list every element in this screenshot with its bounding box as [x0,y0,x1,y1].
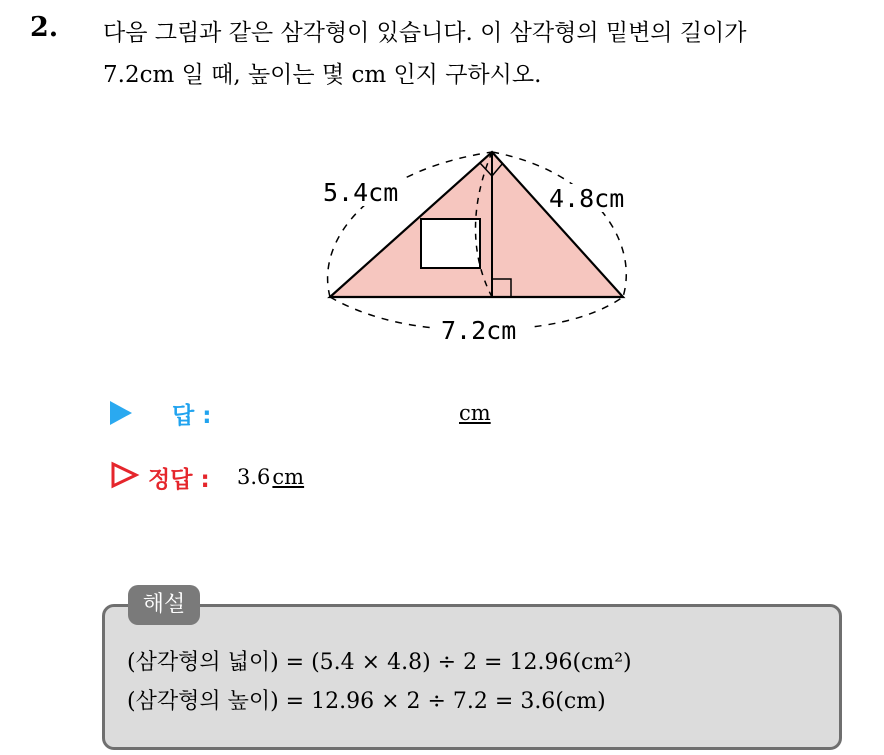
solution-tab: 해설 [128,585,200,625]
outline-triangle-icon [110,461,140,491]
solution-box [102,604,842,750]
base-label: 7.2cm [441,316,517,345]
correct-number: 3.6 [237,465,271,489]
right-side-label: 4.8cm [549,184,625,213]
left-side-label: 5.4cm [323,178,399,207]
play-triangle-icon [110,401,132,425]
correct-label: 정답 : [148,467,210,493]
correct-value [237,465,304,489]
answer-label: 답 : [172,403,212,429]
question-line-2: 7.2cm 일 때, 높이는 몇 cm 인지 구하시오. [103,62,542,88]
question-number: 2. [30,12,59,43]
solution-line-2: (삼각형의 높이) = 12.96 × 2 ÷ 7.2 = 3.6(cm) [127,689,606,714]
blank-box [421,219,480,268]
answer-blank-unit[interactable]: cm [459,401,491,425]
correct-unit: cm [272,465,305,489]
question-line-1: 다음 그림과 같은 삼각형이 있습니다. 이 삼각형의 밑변의 길이가 [103,20,747,46]
solution-line-1: (삼각형의 넓이) = (5.4 × 4.8) ÷ 2 = 12.96(cm²) [127,650,632,675]
